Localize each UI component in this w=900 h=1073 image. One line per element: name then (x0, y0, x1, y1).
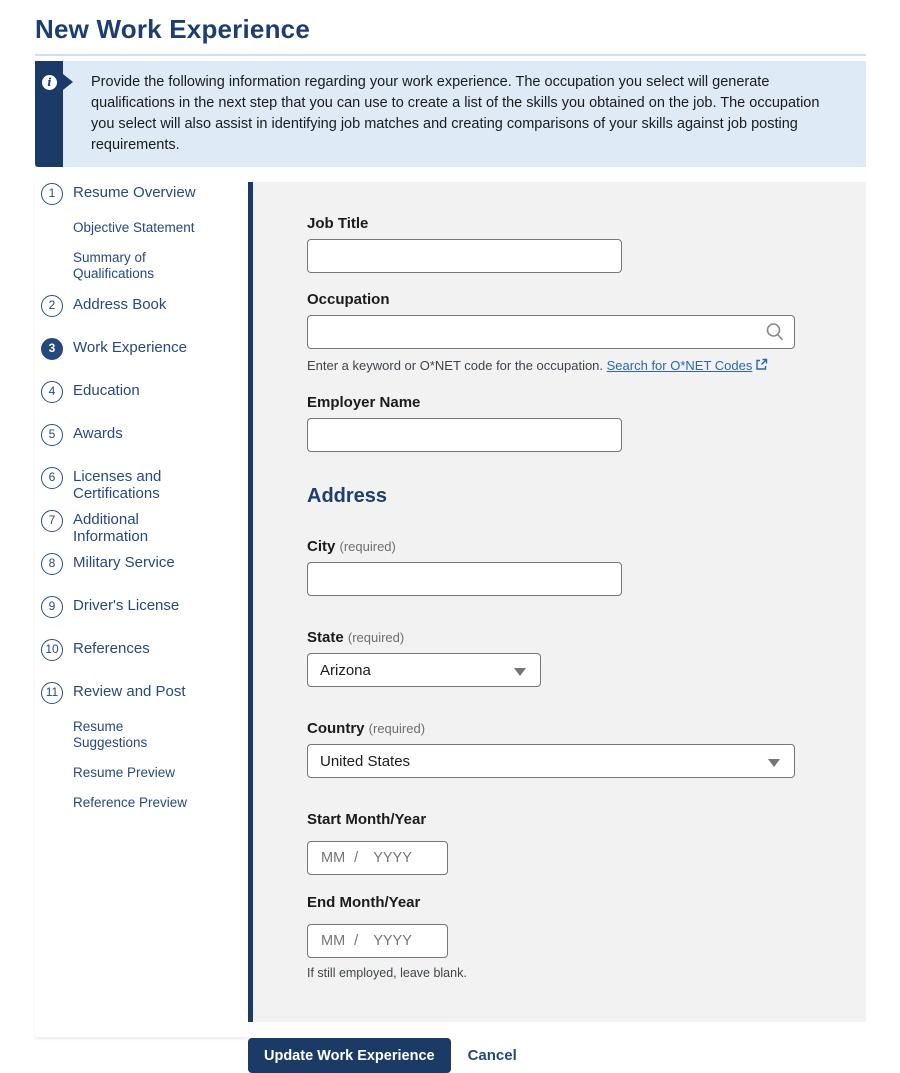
occupation-helper-prefix: Enter a keyword or O*NET code for the occupation. (307, 358, 607, 373)
sidebar-subitem-resume-suggestions[interactable]: Resume Suggestions (73, 719, 148, 750)
page-title: New Work Experience (35, 14, 310, 44)
step-7-badge: 7 (41, 510, 63, 532)
start-date-input[interactable] (307, 841, 448, 875)
sidebar-item-label: Address Book (73, 296, 167, 313)
onet-codes-link[interactable]: Search for O*NET Codes (606, 358, 753, 373)
form-panel (248, 182, 866, 1022)
sidebar-item-label: Licenses and Certifications (73, 468, 162, 502)
sidebar-item-label: Work Experience (73, 339, 187, 356)
employer-name-input[interactable] (307, 418, 622, 452)
start-year-placeholder: YYYY (373, 850, 412, 866)
state-select[interactable] (307, 653, 541, 687)
step-6-badge: 6 (41, 467, 63, 489)
sidebar-subitem-resume-preview[interactable]: Resume Preview (73, 765, 176, 780)
sidebar-item-education[interactable] (41, 382, 248, 418)
country-required-note: (required) (368, 721, 426, 736)
sidebar-item-licenses-certifications[interactable] (41, 468, 248, 504)
search-icon[interactable] (764, 321, 786, 348)
info-banner-text: Provide the following information regarding your work experience. The occupation you select will generate qualifications in the next step that you can use to create a list of the skills you obtained on the job. The occupation you select will also assist in identifying job matches and creating comparisons of your skills against job posting requirements. (63, 61, 866, 167)
sidebar-item-label: References (73, 640, 150, 657)
address-section-heading: Address (307, 485, 388, 507)
form-actions (248, 1038, 866, 1073)
sidebar-item-label: Education (73, 382, 140, 399)
job-title-input[interactable] (307, 239, 622, 273)
sidebar-item-label: Resume Overview (73, 184, 196, 201)
info-banner (35, 61, 866, 167)
start-month-placeholder: MM (321, 850, 346, 866)
step-10-badge: 10 (41, 639, 63, 661)
end-month-placeholder: MM (321, 933, 346, 949)
start-date-label: Start Month/Year (307, 811, 427, 828)
country-select[interactable] (307, 744, 795, 778)
occupation-input[interactable] (307, 315, 795, 349)
sidebar-item-resume-overview[interactable] (41, 184, 248, 220)
sidebar-item-label: Review and Post (73, 683, 186, 700)
end-date-input[interactable] (307, 924, 448, 958)
sidebar-item-address-book[interactable] (41, 296, 248, 332)
end-date-helper-text: If still employed, leave blank. (307, 966, 467, 980)
end-year-placeholder: YYYY (373, 933, 412, 949)
sidebar-item-label: Military Service (73, 554, 175, 571)
occupation-helper-text (307, 358, 866, 374)
info-banner-accent (35, 61, 63, 167)
country-label-text: Country (307, 720, 365, 737)
state-required-note: (required) (347, 630, 405, 645)
step-8-badge: 8 (41, 553, 63, 575)
info-icon: i (42, 75, 57, 90)
info-banner-pointer-icon (63, 74, 73, 90)
step-9-badge: 9 (41, 596, 63, 618)
city-label-text: City (307, 538, 336, 555)
country-label (307, 720, 866, 737)
step-2-badge: 2 (41, 295, 63, 317)
city-required-note: (required) (339, 539, 396, 554)
city-input[interactable] (307, 562, 622, 596)
external-link-icon (755, 358, 768, 374)
sidebar-item-additional-information[interactable] (41, 511, 248, 547)
occupation-label: Occupation (307, 291, 390, 308)
chevron-down-icon (514, 668, 526, 676)
date-separator: / (354, 933, 359, 949)
sidebar-item-label: Awards (73, 425, 123, 442)
employer-name-label: Employer Name (307, 394, 421, 411)
cancel-button[interactable]: Cancel (467, 1047, 517, 1064)
step-3-badge-active: 3 (41, 338, 63, 360)
work-experience-form (248, 182, 866, 1073)
sidebar-subitem-summary-of-qualifications[interactable]: Summary of Qualifications (73, 250, 155, 281)
step-5-badge: 5 (41, 424, 63, 446)
step-1-badge: 1 (41, 183, 63, 205)
update-work-experience-button[interactable]: Update Work Experience (248, 1038, 451, 1073)
country-selected-value: United States (320, 752, 411, 770)
sidebar-subitem-reference-preview[interactable]: Reference Preview (73, 795, 188, 810)
sidebar-item-military-service[interactable] (41, 554, 248, 590)
sidebar-item-review-and-post[interactable] (41, 683, 248, 719)
title-divider (35, 54, 866, 56)
city-label (307, 538, 866, 555)
sidebar-item-references[interactable] (41, 640, 248, 676)
sidebar-item-awards[interactable] (41, 425, 248, 461)
step-4-badge: 4 (41, 381, 63, 403)
date-separator: / (354, 850, 359, 866)
chevron-down-icon (768, 759, 780, 767)
sidebar-subitem-objective-statement[interactable]: Objective Statement (73, 220, 195, 235)
state-selected-value: Arizona (320, 661, 371, 679)
state-label (307, 629, 866, 646)
step-11-badge: 11 (41, 682, 63, 704)
sidebar-item-label: Additional Information (73, 511, 149, 545)
steps-sidebar (35, 182, 248, 1037)
end-date-label: End Month/Year (307, 894, 421, 911)
sidebar-item-work-experience[interactable] (41, 339, 248, 375)
sidebar-item-drivers-license[interactable] (41, 597, 248, 633)
job-title-label: Job Title (307, 215, 369, 232)
sidebar-item-label: Driver's License (73, 597, 180, 614)
state-label-text: State (307, 629, 344, 646)
